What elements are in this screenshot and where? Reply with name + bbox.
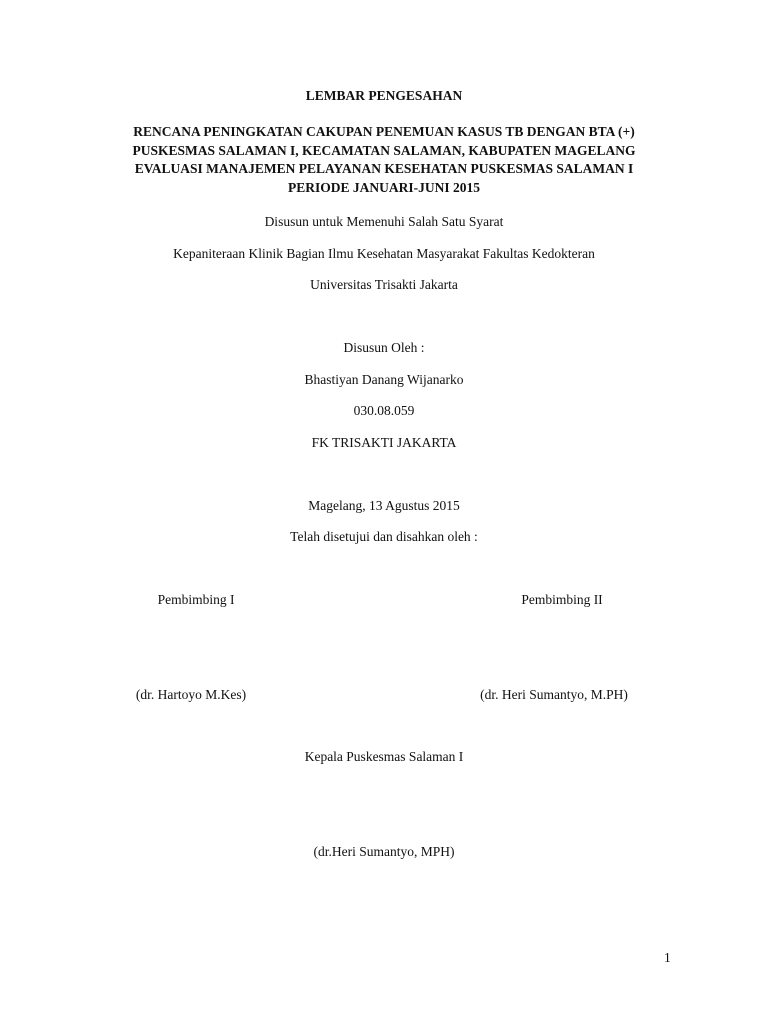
title-line-2: PUSKESMAS SALAMAN I, KECAMATAN SALAMAN, KABUPATEN MAGELANG — [132, 142, 636, 158]
title-line-3: EVALUASI MANAJEMEN PELAYANAN KESEHATAN PUSKESMAS SALAMAN I — [134, 161, 634, 177]
author-label: Disusun Oleh : — [343, 340, 425, 355]
purpose-line-2: Kepaniteraan Klinik Bagian Ilmu Kesehatan Masyarakat Fakultas Kedokteran — [173, 246, 595, 261]
author-id: 030.08.059 — [353, 403, 415, 418]
author-institution: FK TRISAKTI JAKARTA — [311, 435, 457, 450]
supervisor-2-name: (dr. Heri Sumantyo, M.PH) — [480, 687, 628, 702]
head-name: (dr.Heri Sumantyo, MPH) — [313, 844, 455, 859]
supervisor-1-title: Pembimbing I — [157, 592, 235, 607]
purpose-line-3: Universitas Trisakti Jakarta — [310, 277, 458, 292]
title-line-4: PERIODE JANUARI-JUNI 2015 — [287, 180, 480, 196]
approval-statement: Telah disetujui dan disahkan oleh : — [290, 529, 478, 544]
supervisor-2-title: Pembimbing II — [521, 592, 603, 607]
title-line-1: RENCANA PENINGKATAN CAKUPAN PENEMUAN KASUS TB DENGAN BTA (+) — [133, 124, 635, 139]
author-name: Bhastiyan Danang Wijanarko — [304, 372, 464, 387]
document-heading: LEMBAR PENGESAHAN — [305, 88, 463, 103]
place-date: Magelang, 13 Agustus 2015 — [308, 498, 460, 513]
supervisor-1-name: (dr. Hartoyo M.Kes) — [135, 687, 247, 702]
document-title — [0, 123, 768, 198]
head-title: Kepala Puskesmas Salaman I — [304, 749, 464, 764]
purpose-line-1: Disusun untuk Memenuhi Salah Satu Syarat — [264, 214, 504, 229]
page-number: 1 — [664, 950, 671, 965]
